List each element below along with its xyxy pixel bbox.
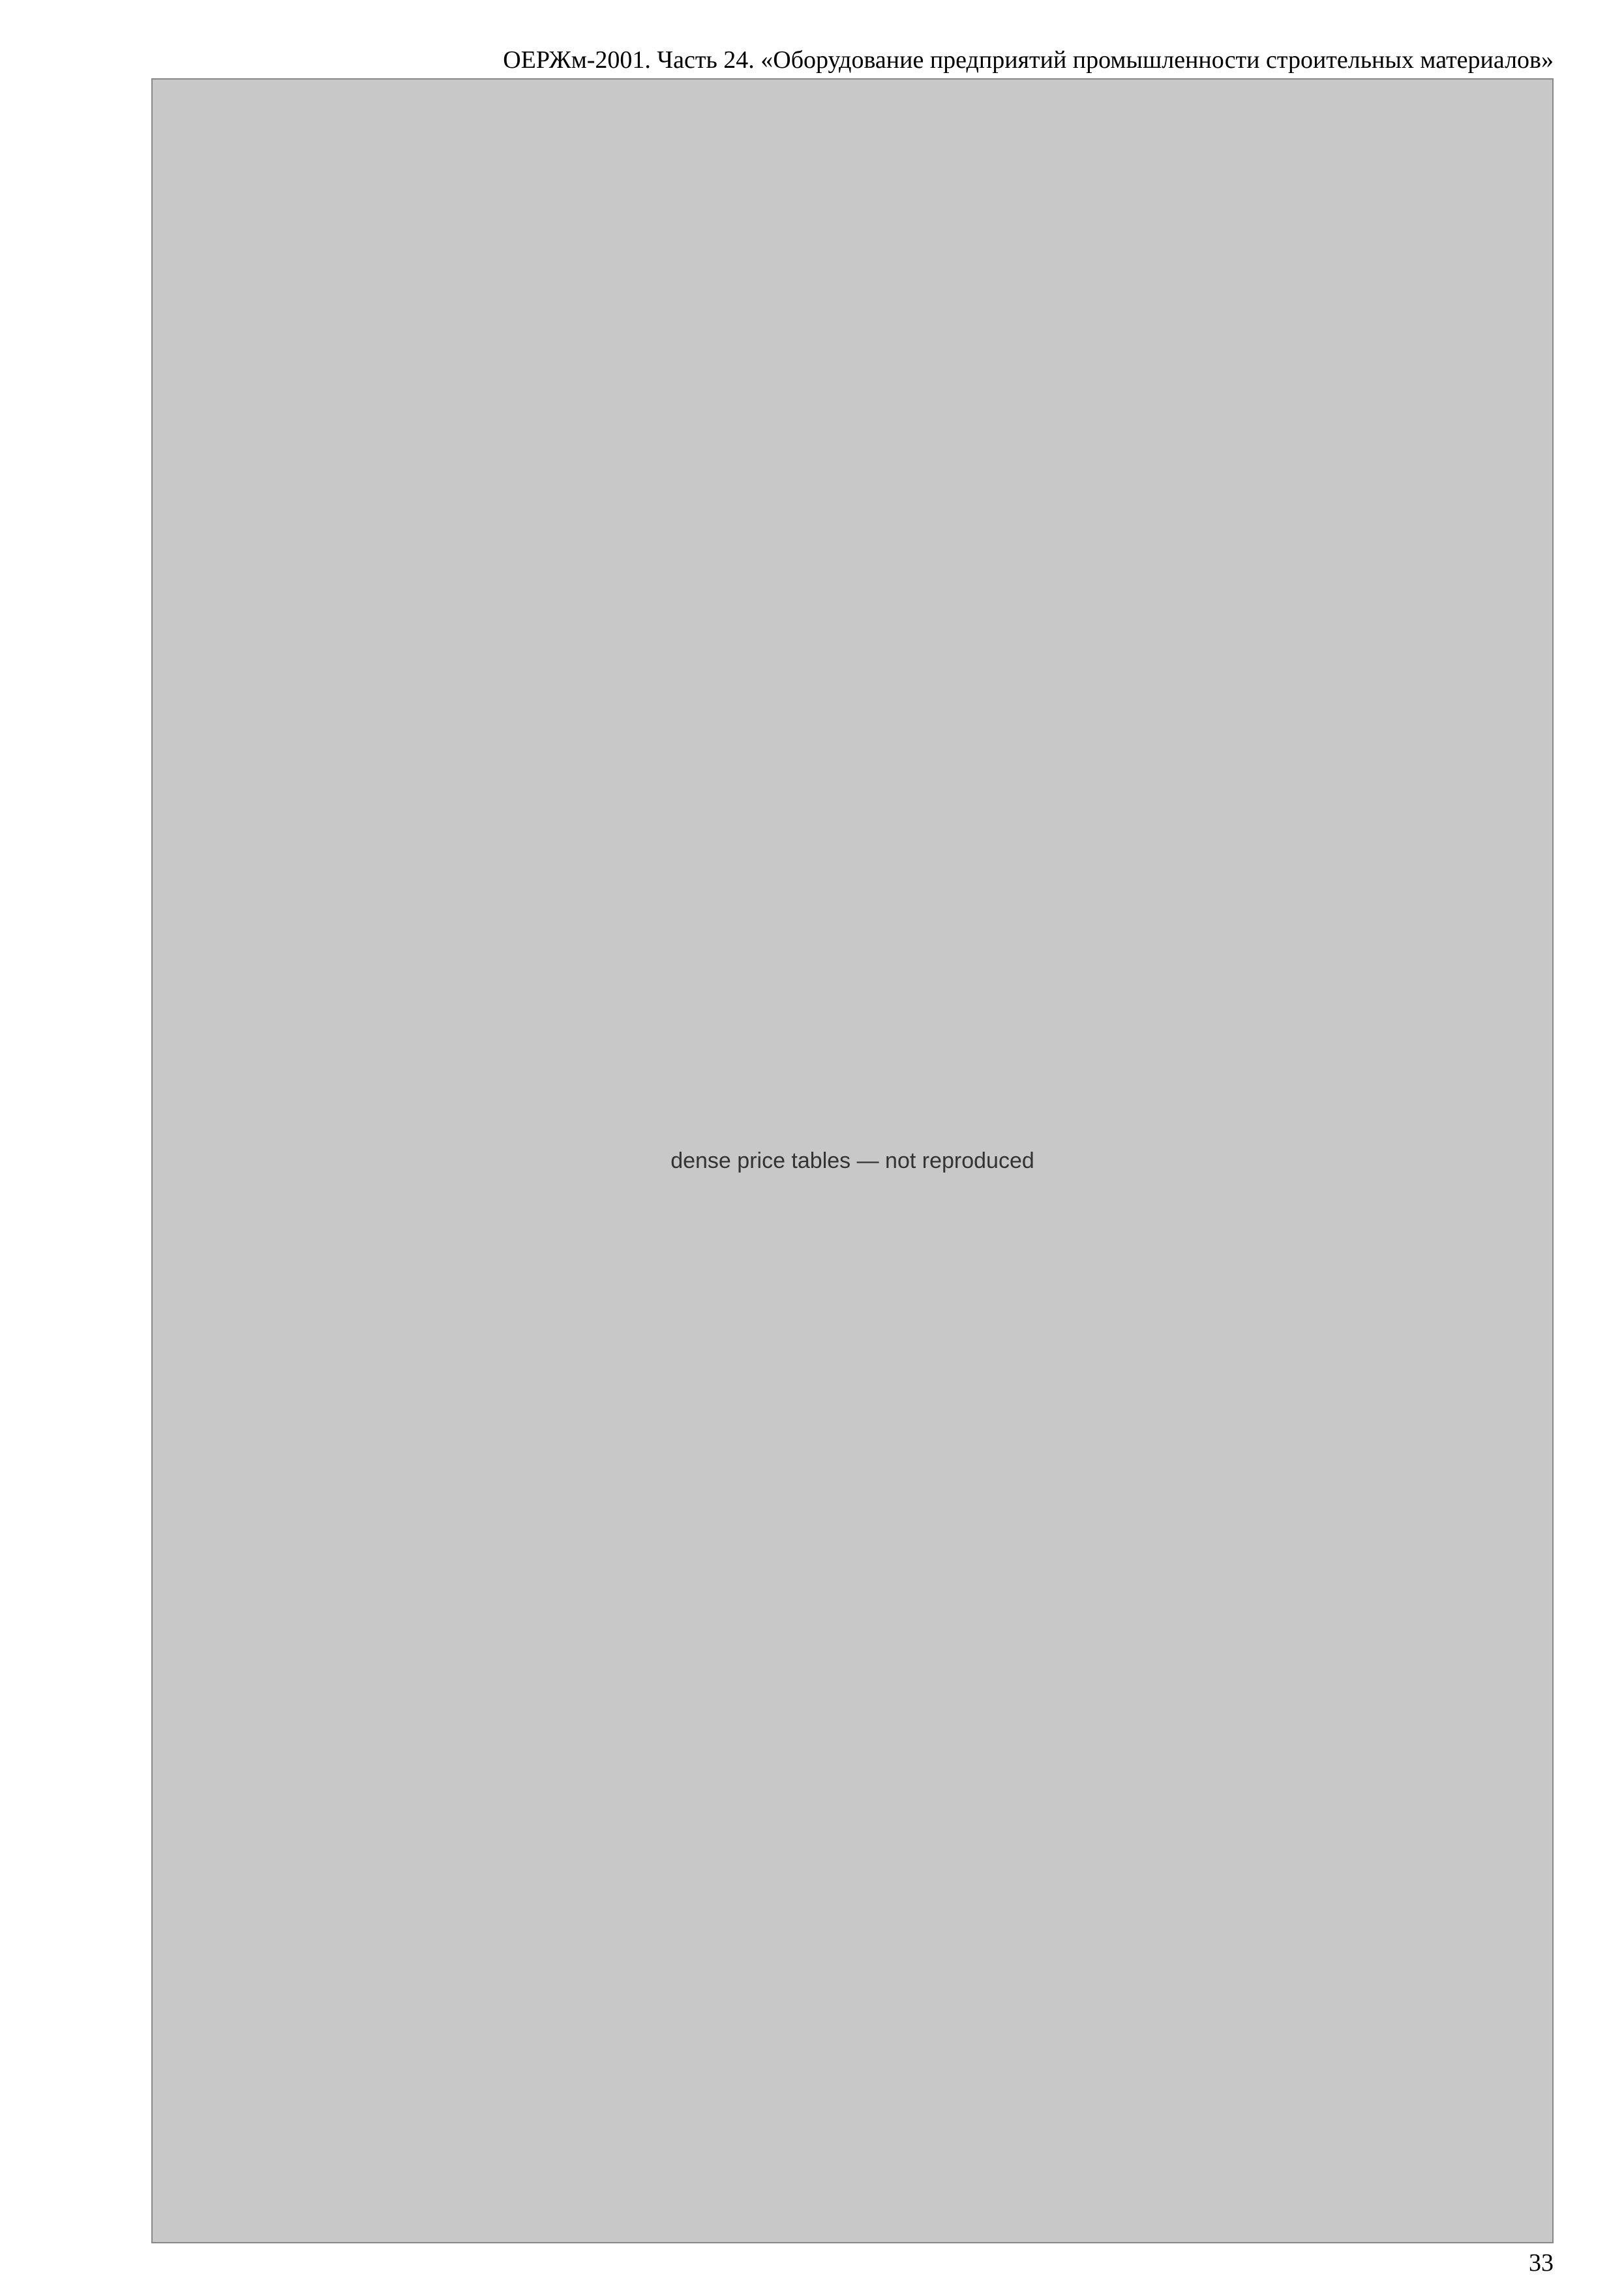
running-head: ОЕРЖм-2001. Часть 24. «Оборудование предприятий промышленности строительных материалов» [503,46,1554,74]
tables-placeholder-label: dense price tables — not reproduced [670,1148,1034,1173]
page-header [151,36,1554,82]
tables-placeholder [151,78,1554,2243]
page-number: 33 [1529,2249,1554,2277]
page-footer [1487,2243,1554,2282]
